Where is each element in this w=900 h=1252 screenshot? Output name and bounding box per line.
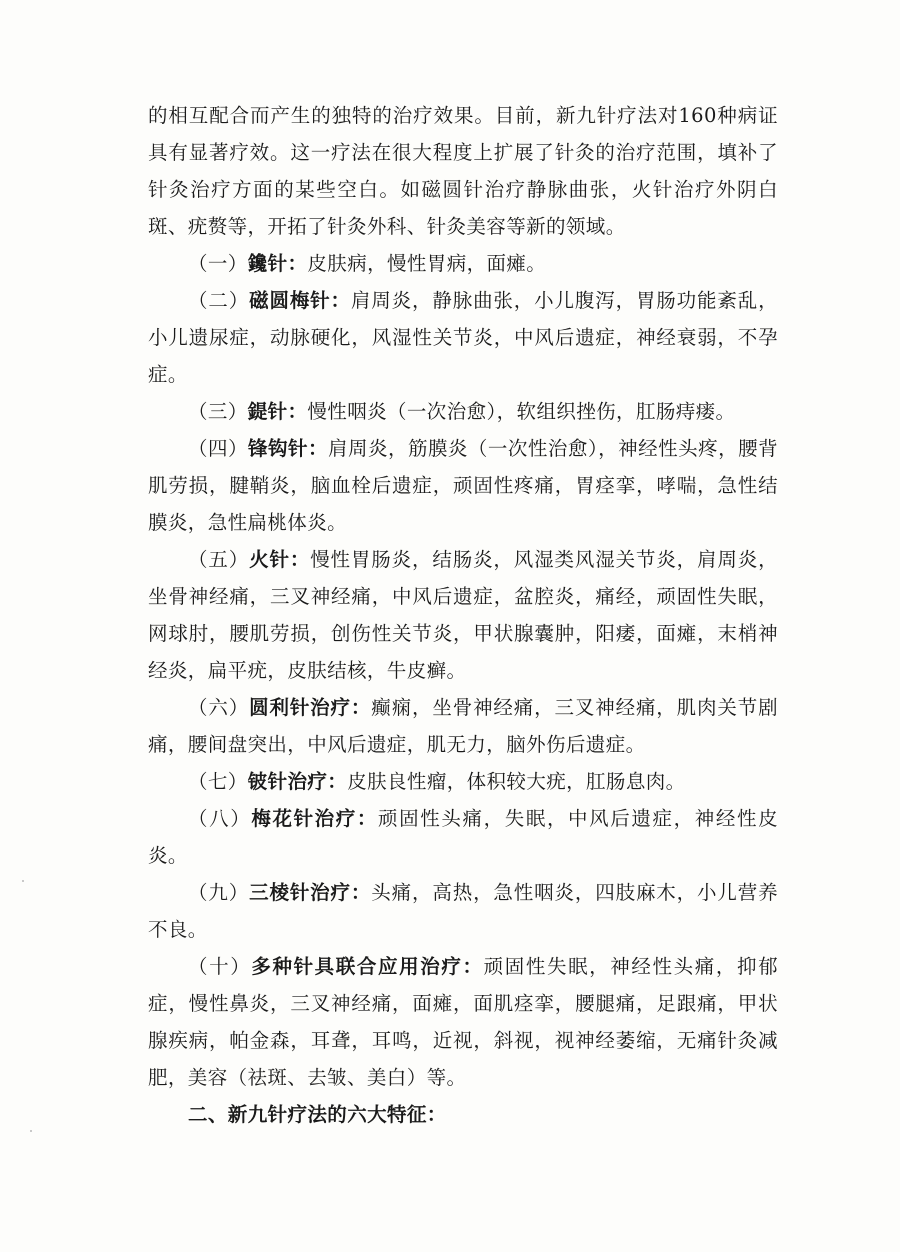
list-item-4 (148, 430, 778, 541)
list-item-10 (148, 948, 778, 1096)
list-item-9 (148, 874, 778, 948)
item-text: 肩周炎，筋膜炎（一次性治愈），神经性头疼，腰背肌劳损，腱鞘炎，脑血栓后遗症，顽固性疼痛，胃痉挛，哮喘，急性结膜炎，急性扁桃体炎。 (148, 437, 778, 534)
item-number: （十） (188, 955, 252, 978)
item-term: 鍉针： (247, 400, 308, 423)
scan-speck (30, 1130, 32, 1132)
item-text: 顽固性失眠，神经性头痛，抑郁症，慢性鼻炎，三叉神经痛，面瘫，面肌痉挛，腰腿痛，足跟痛，甲状腺疾病，帕金森，耳聋，耳鸣，近视，斜视，视神经萎缩，无痛针灸减肥，美容（祛斑、去皱、美白）等。 (148, 955, 778, 1089)
item-term: 火针： (249, 548, 311, 571)
intro-paragraph: 的相互配合而产生的独特的治疗效果。目前，新九针疗法对160种病证具有显著疗效。这一疗法在很大程度上扩展了针灸的治疗范围，填补了针灸治疗方面的某些空白。如磁圆针治疗静脉曲张，火针治疗外阴白斑、疣赘等，开拓了针灸外科、针灸美容等新的领域。 (148, 104, 778, 238)
item-term: 三棱针治疗： (249, 881, 372, 904)
item-term: 鑱针： (247, 252, 308, 275)
item-number: （三） (188, 400, 248, 423)
item-text: 癫痫，坐骨神经痛，三叉神经痛，肌肉关节剧痛，腰间盘突出，中风后遗症，肌无力，脑外伤后遗症。 (148, 696, 779, 756)
item-number: （二） (188, 289, 250, 312)
item-text: 皮肤病，慢性胃病，面瘫。 (307, 252, 547, 275)
item-number: （四） (188, 437, 248, 460)
list-item-8 (148, 800, 778, 874)
list-item-2 (148, 282, 778, 393)
item-text: 头痛，高热，急性咽炎，四肢麻木，小儿营养不良。 (148, 881, 779, 941)
item-term: 圆利针治疗： (249, 696, 372, 719)
item-term: 铍针治疗： (247, 770, 348, 793)
list-item-5 (148, 541, 778, 689)
item-text: 慢性胃肠炎，结肠炎，风湿类风湿关节炎，肩周炎，坐骨神经痛，三叉神经痛，中风后遗症，盆腔炎，痛经，顽固性失眠，网球肘，腰肌劳损，创伤性关节炎，甲状腺囊肿，阳痿，面瘫，末梢神经炎，扁平疣，皮肤结核，牛皮癣。 (148, 548, 779, 682)
item-term: 梅花针治疗： (251, 807, 379, 830)
item-text: 肩周炎，静脉曲张，小儿腹泻，胃肠功能紊乱，小儿遗尿症，动脉硬化，风湿性关节炎，中风后遗症，神经衰弱，不孕症。 (148, 289, 779, 386)
item-term: 多种针具联合应用治疗： (251, 955, 484, 978)
item-term: 磁圆梅针： (249, 289, 351, 312)
section-heading: 二、新九针疗法的六大特征： (188, 1103, 447, 1126)
item-text: 顽固性头痛，失眠，中风后遗症，神经性皮炎。 (148, 807, 778, 867)
item-number: （七） (188, 770, 248, 793)
item-text: 慢性咽炎（一次治愈），软组织挫伤，肛肠痔瘘。 (307, 400, 736, 423)
list-item-6 (148, 689, 778, 763)
item-number: （一） (188, 252, 248, 275)
scan-speck (22, 880, 24, 882)
item-number: （九） (188, 881, 250, 904)
list-item-1 (148, 245, 778, 282)
list-item-3 (148, 393, 778, 430)
item-text: 皮肤良性瘤，体积较大疣，肛肠息肉。 (347, 770, 686, 793)
item-number: （六） (188, 696, 250, 719)
item-number: （五） (188, 548, 250, 571)
item-term: 锋钩针： (247, 437, 328, 460)
document-body (148, 97, 778, 1133)
item-number: （八） (188, 807, 252, 830)
list-item-7 (148, 763, 778, 800)
